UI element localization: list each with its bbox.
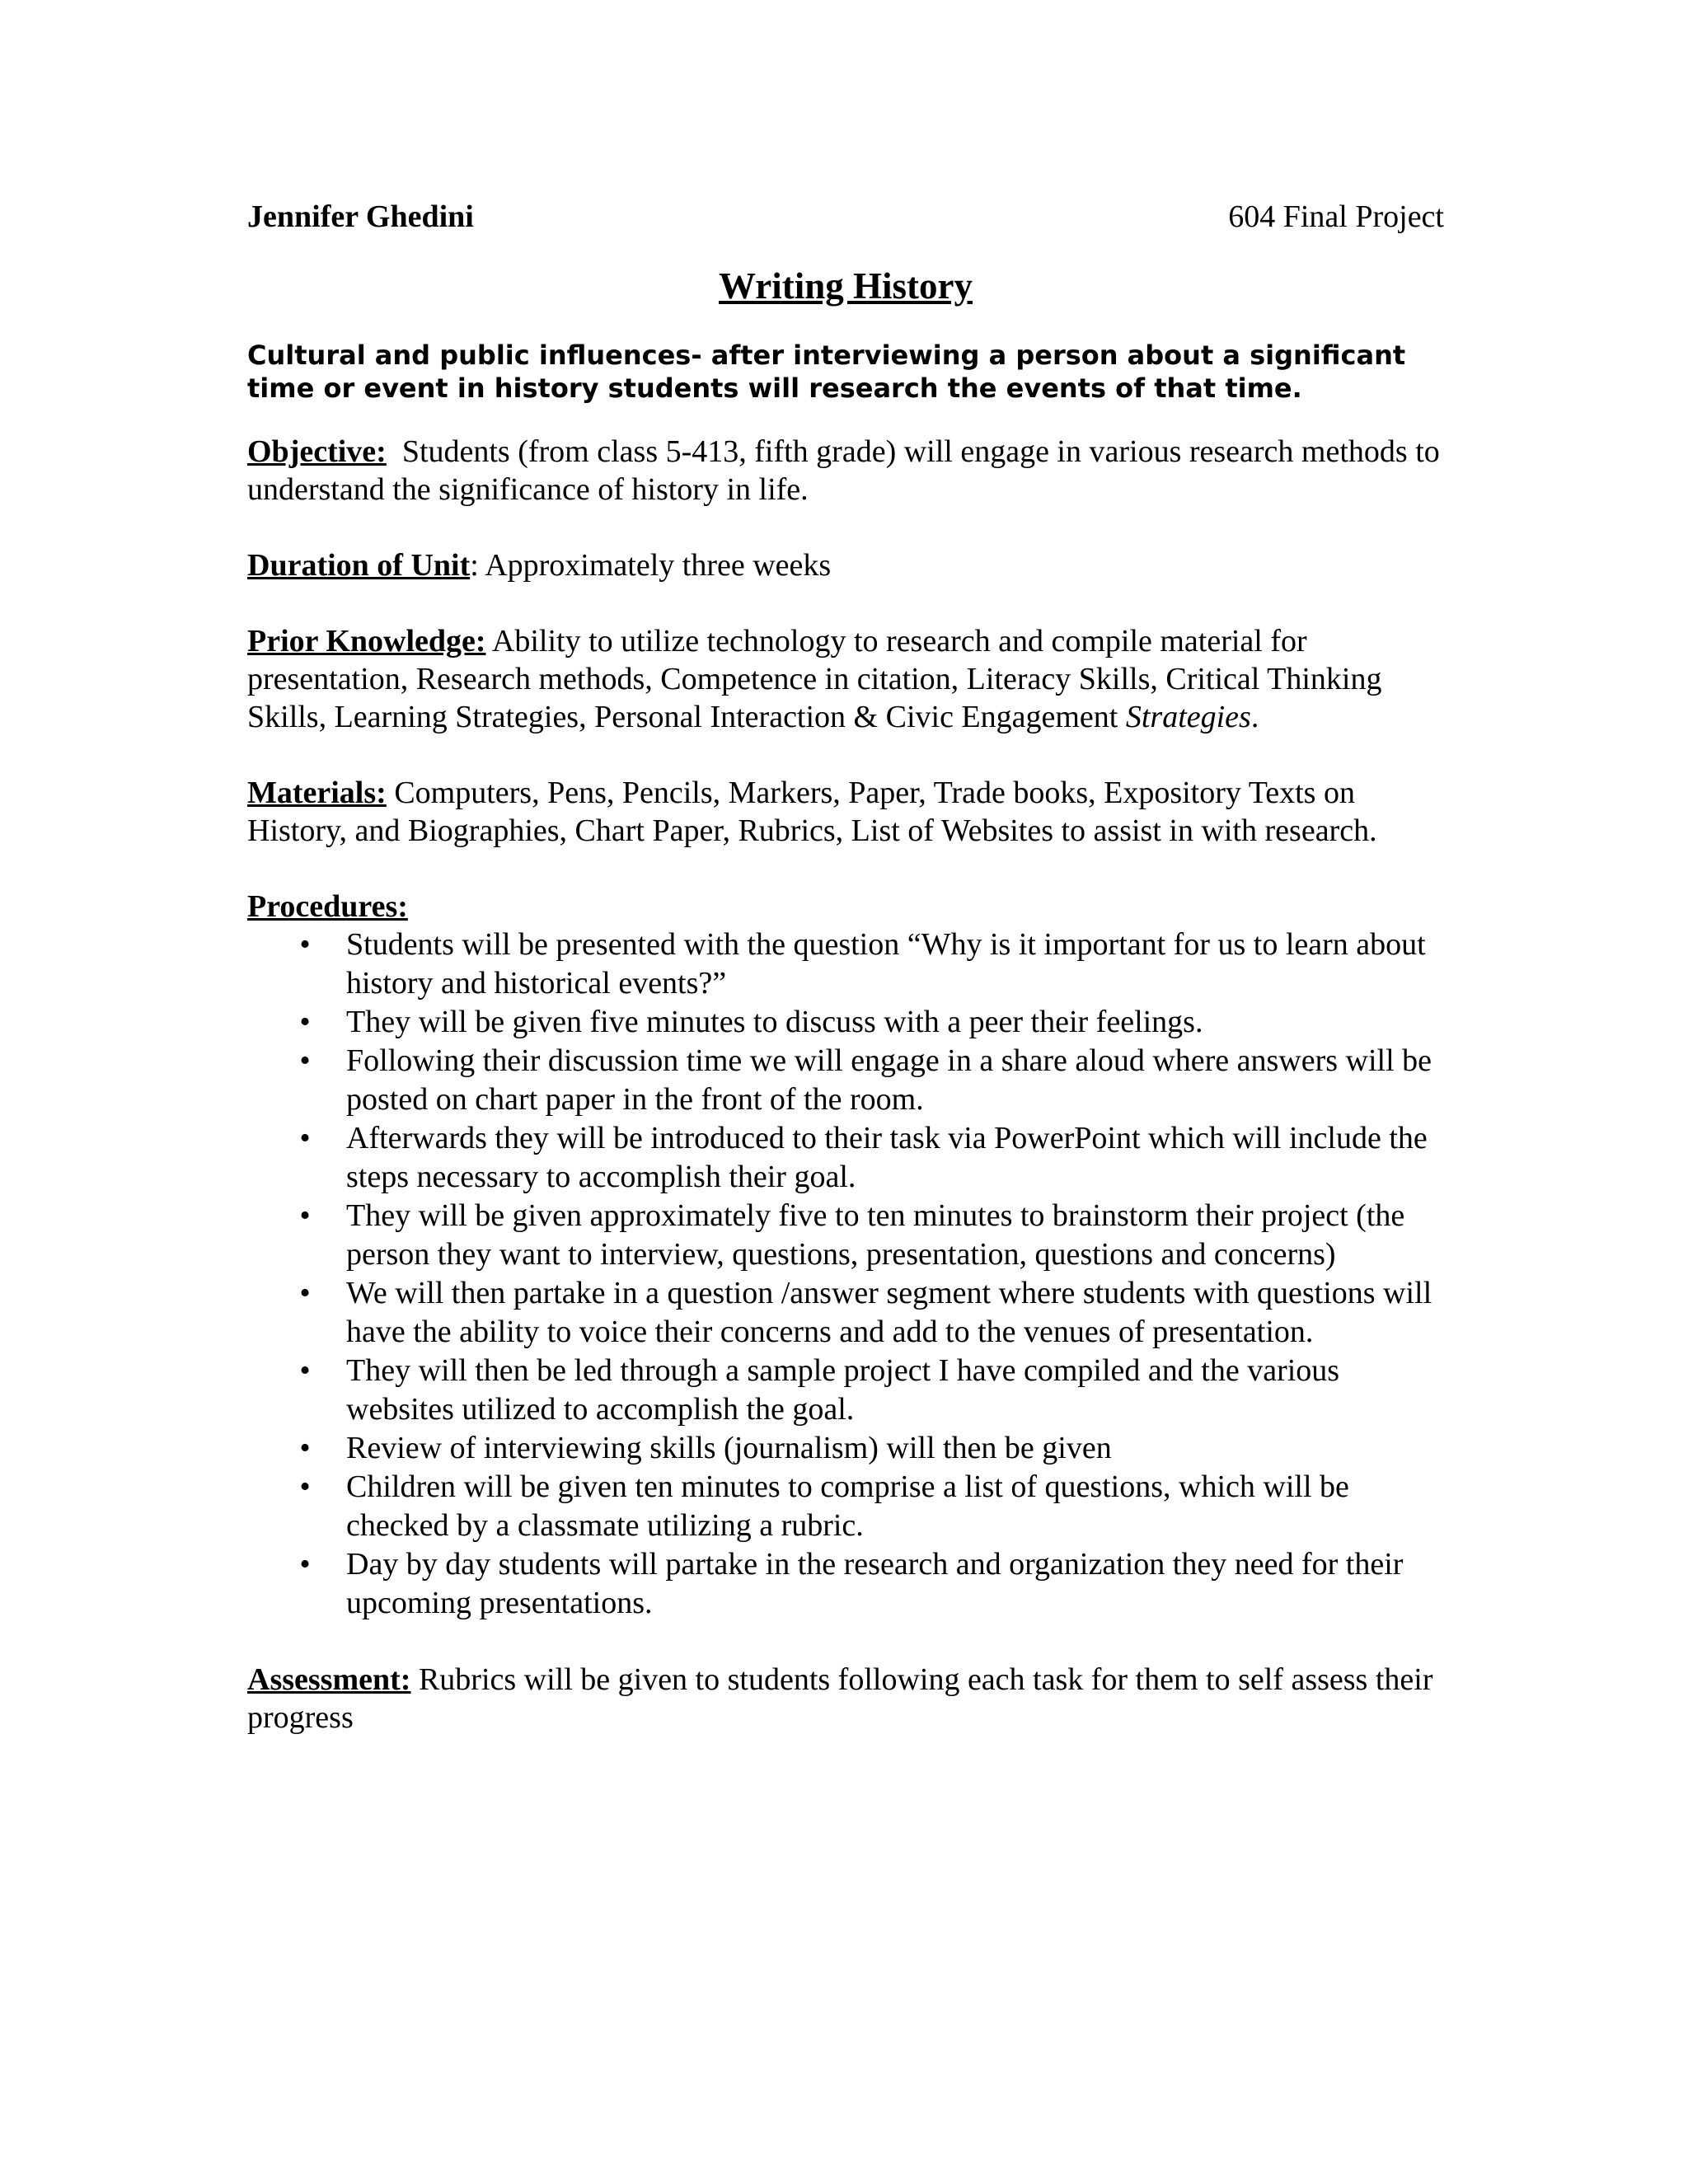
bullet-icon: • xyxy=(299,1276,311,1310)
bullet-icon: • xyxy=(299,927,311,962)
intro-statement: Cultural and public influences- after interviewing a person about a significant time or event in history students will research the events of that time. xyxy=(247,340,1406,404)
assessment-text: Rubrics will be given to students following each task for them to self assess their progress xyxy=(247,1662,1433,1735)
bullet-icon: • xyxy=(299,1469,311,1504)
procedure-step-text: Day by day students will partake in the research and organization they need for their upcoming presentations. xyxy=(346,1547,1404,1620)
prior-knowledge-section xyxy=(247,622,1444,736)
bullet-icon: • xyxy=(299,1353,311,1388)
procedures-label-line xyxy=(247,888,1444,926)
procedure-step-text: Afterwards they will be introduced to their task via PowerPoint which will include the steps necessary to accomplish their goal. xyxy=(346,1121,1428,1194)
list-item xyxy=(247,1468,1444,1545)
bullet-icon: • xyxy=(299,1121,311,1155)
objective-section xyxy=(247,433,1444,509)
bullet-icon: • xyxy=(299,1547,311,1582)
document-header xyxy=(247,194,1444,240)
procedures-list xyxy=(247,926,1444,1623)
materials-label: Materials: xyxy=(247,776,387,810)
procedures-label: Procedures: xyxy=(247,889,408,924)
list-item xyxy=(247,1119,1444,1197)
objective-label: Objective: xyxy=(247,434,387,469)
prior-knowledge-text: Ability to utilize technology to research and compile material for presentation, Research methods, Competence in citation, Literacy Skills, Critical Thinking Skills, Learning Strategies, Personal Interaction & Civic Engagement xyxy=(247,624,1382,734)
list-item xyxy=(247,1429,1444,1468)
bullet-icon: • xyxy=(299,1043,311,1078)
procedure-step-text: They will then be led through a sample project I have compiled and the various websites utilized to accomplish the goal. xyxy=(346,1353,1340,1427)
document-body xyxy=(247,194,1444,1774)
procedure-step-text: They will be given approximately five to ten minutes to brainstorm their project (the person they want to interview, questions, presentation, questions and concerns) xyxy=(346,1198,1405,1272)
bullet-icon: • xyxy=(299,1005,311,1039)
materials-text: Computers, Pens, Pencils, Markers, Paper, Trade books, Expository Texts on History, and Biographies, Chart Paper, Rubrics, List of Websites to assist in with research. xyxy=(247,776,1377,848)
author-name: Jennifer Ghedini xyxy=(247,199,474,234)
procedure-step-text: They will be given five minutes to discuss with a peer their feelings. xyxy=(346,1005,1203,1039)
objective-text: Students (from class 5-413, fifth grade) will engage in various research methods to understand the significance of history in life. xyxy=(247,434,1440,507)
procedures-section xyxy=(247,888,1444,1623)
duration-section xyxy=(247,546,1444,584)
prior-knowledge-label: Prior Knowledge: xyxy=(247,624,486,658)
procedure-step-text: Children will be given ten minutes to comprise a list of questions, which will be checked by a classmate utilizing a rubric. xyxy=(346,1469,1349,1543)
duration-label: Duration of Unit xyxy=(247,548,471,583)
list-item xyxy=(247,1042,1444,1119)
project-name: 604 Final Project xyxy=(1228,199,1444,234)
list-item xyxy=(247,926,1444,1003)
procedure-step-text: We will then partake in a question /answer segment where students with questions will have the ability to voice their concerns and add to the venues of presentation. xyxy=(346,1276,1432,1349)
procedure-step-text: Review of interviewing skills (journalism) will then be given xyxy=(346,1431,1112,1465)
list-item xyxy=(247,1003,1444,1042)
document-title: Writing History xyxy=(719,265,973,307)
list-item xyxy=(247,1352,1444,1429)
bullet-icon: • xyxy=(299,1431,311,1465)
assessment-label: Assessment: xyxy=(247,1662,411,1697)
duration-text: : Approximately three weeks xyxy=(470,548,832,583)
prior-knowledge-end: . xyxy=(1250,700,1259,734)
list-item xyxy=(247,1545,1444,1623)
list-item xyxy=(247,1197,1444,1274)
prior-knowledge-italic: Strategies xyxy=(1125,700,1251,734)
procedure-step-text: Students will be presented with the question “Why is it important for us to learn about history and historical events?” xyxy=(346,927,1426,1001)
procedure-step-text: Following their discussion time we will engage in a share aloud where answers will be posted on chart paper in the front of the room. xyxy=(346,1043,1432,1117)
assessment-section xyxy=(247,1661,1444,1736)
bullet-icon: • xyxy=(299,1198,311,1233)
materials-section xyxy=(247,774,1444,850)
list-item xyxy=(247,1274,1444,1352)
